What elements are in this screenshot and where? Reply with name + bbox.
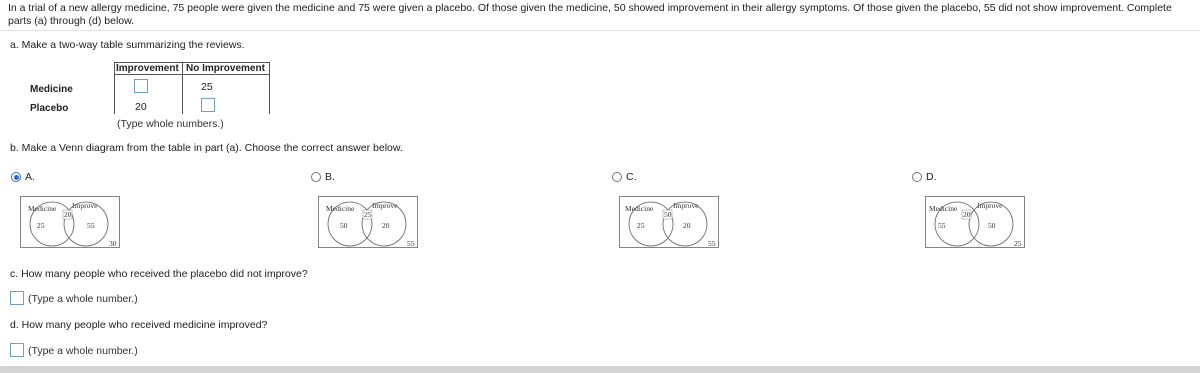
part-b-prompt: b. Make a Venn diagram from the table in part (a). Choose the correct answer below. [10,142,403,154]
venn-a-right-label: Improve [72,201,98,210]
bottom-bar [0,366,1200,373]
placebo-improvement-value: 20 [135,101,147,113]
venn-diagram-d [925,196,1025,248]
option-d-radio[interactable] [912,172,922,182]
option-d-label: D. [926,171,937,183]
venn-c-right-only: 20 [683,221,691,230]
venn-d-left-only: 55 [938,221,946,230]
venn-a-left-only: 25 [37,221,45,230]
venn-a-overlap: 20 [64,210,72,219]
venn-diagram-c [619,196,719,248]
venn-c-outside: 55 [708,239,716,248]
venn-b-left-only: 50 [340,221,348,230]
venn-b-outside: 55 [407,239,415,248]
venn-a-right-only: 55 [87,221,95,230]
venn-b-right-only: 20 [382,221,390,230]
part-d-answer-input[interactable] [10,343,24,357]
option-c-label: C. [626,171,637,183]
option-c-radio[interactable] [612,172,622,182]
part-a-hint: (Type whole numbers.) [117,118,224,130]
venn-a-left-label: Medicine [28,204,57,213]
venn-d-outside: 25 [1014,239,1022,248]
venn-diagram-a [20,196,120,248]
option-b-label: B. [325,171,335,183]
venn-d-overlap: 20 [963,210,971,219]
venn-c-right-label: Improve [673,201,699,210]
placebo-no-improvement-input[interactable] [201,98,215,112]
part-c-prompt: c. How many people who received the placebo did not improve? [10,268,308,280]
option-a-radio[interactable] [11,172,21,182]
part-a-prompt: a. Make a two-way table summarizing the reviews. [10,39,245,51]
venn-c-overlap: 50 [664,210,672,219]
question-text: In a trial of a new allergy medicine, 75 people were given the medicine and 75 were given a placebo. Of those given the medicine, 50 showed improvement in their allergy symptoms. Of those given the placebo, 55 did not show improvement. Complete parts (a) through (d) below. [8,2,1172,27]
medicine-no-improvement-value: 25 [201,81,213,93]
venn-b-overlap: 25 [364,210,372,219]
row-label-placebo: Placebo [30,103,69,114]
col-header-improvement: Improvement [116,63,179,74]
col-header-no-improvement: No Improvement [186,63,265,74]
venn-a-outside: 30 [109,239,117,248]
option-b-radio[interactable] [311,172,321,182]
row-label-medicine: Medicine [30,84,73,95]
venn-d-right-only: 50 [988,221,996,230]
part-c-hint: (Type a whole number.) [28,293,138,305]
venn-b-right-label: Improve [372,201,398,210]
part-c-answer-input[interactable] [10,291,24,305]
divider [0,30,1200,31]
part-d-prompt: d. How many people who received medicine improved? [10,319,268,331]
venn-d-right-label: Improve [977,201,1003,210]
venn-d-left-label: Medicine [929,204,958,213]
venn-b-left-label: Medicine [326,204,355,213]
medicine-improvement-input[interactable] [134,79,148,93]
option-a-label: A. [25,171,35,183]
venn-c-left-only: 25 [637,221,645,230]
venn-c-left-label: Medicine [625,204,654,213]
part-d-hint: (Type a whole number.) [28,345,138,357]
venn-diagram-b [318,196,418,248]
